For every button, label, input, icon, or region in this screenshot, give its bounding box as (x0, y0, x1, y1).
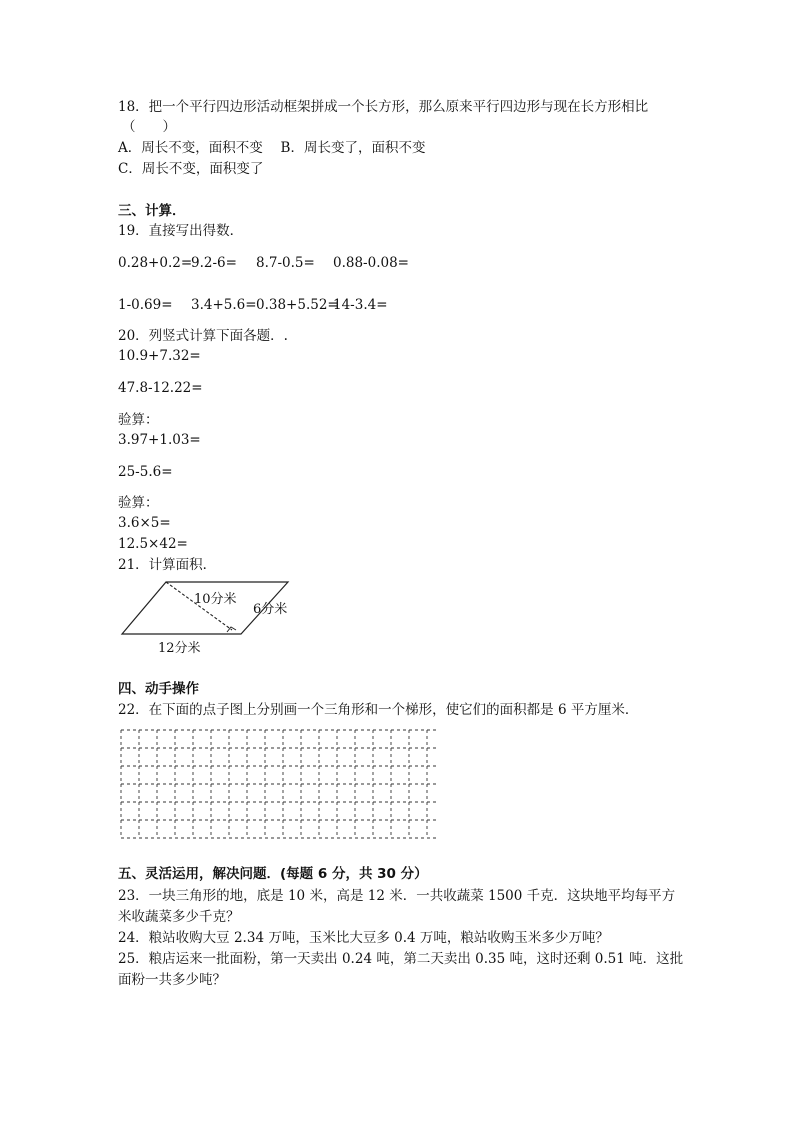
q23-line-1: 23．一块三角形的地，底是 10 米，高是 12 米．一共收蔬菜 1500 千克．这块地平均每平方 (118, 888, 676, 904)
q20-expression: 10.9+7.32= (118, 348, 201, 364)
q19-expr: 14-3.4= (333, 297, 388, 313)
height-label: 10分米 (194, 592, 237, 607)
q19-expr: 9.2-6= (191, 255, 237, 271)
q20-expression: 25-5.6= (118, 464, 173, 480)
section-3-title: 三、计算． (118, 203, 186, 219)
q20-expression: 47.8-12.22= (118, 380, 203, 396)
q18-option-c: C．周长不变，面积变了 (118, 161, 264, 177)
q20-check-label: 验算： (118, 495, 159, 511)
q25-line-1: 25．粮店运来一批面粉，第一天卖出 0.24 吨，第二天卖出 0.35 吨，这时还剩 0.51 吨．这批 (118, 951, 684, 967)
q25-line-2: 面粉一共多少吨？ (118, 972, 226, 988)
base-label: 12分米 (158, 641, 201, 656)
q20-expression: 12.5×42= (118, 536, 188, 552)
q19-expr: 0.28+0.2= (118, 255, 193, 271)
q19-expr: 8.7-0.5= (256, 255, 315, 271)
q21-stem: 21．计算面积． (118, 557, 217, 573)
q20-stem: 20．列竖式计算下面各题．. (118, 328, 288, 344)
q19-expr: 0.88-0.08= (333, 255, 409, 271)
q20-check-label: 验算： (118, 412, 159, 428)
q19-row-1 (118, 254, 518, 272)
q19-expr: 1-0.69= (118, 297, 173, 313)
side-label: 6分米 (253, 602, 288, 617)
section-4-title: 四、动手操作 (118, 681, 199, 697)
q23-line-2: 米收蔬菜多少千克？ (118, 909, 240, 925)
dot-grid[interactable] (118, 726, 438, 840)
q18-answer-blank: （ ） (122, 119, 176, 135)
q19-stem: 19．直接写出得数． (118, 223, 244, 239)
q18-stem: 18．把一个平行四边形活动框架拼成一个长方形，那么原来平行四边形与现在长方形相比 (118, 99, 649, 115)
q18-options-ab: A．周长不变，面积不变 B．周长变了，面积不变 (118, 140, 426, 156)
parallelogram-figure (118, 578, 298, 658)
q22-stem: 22．在下面的点子图上分别画一个三角形和一个梯形，使它们的面积都是 6 平方厘米． (118, 702, 639, 718)
q19-expr: 3.4+5.6= (191, 297, 257, 313)
section-5-title: 五、灵活运用，解决问题．(每题 6 分，共 30 分） (118, 866, 428, 882)
q20-expression: 3.97+1.03= (118, 432, 201, 448)
q24-line-1: 24．粮站收购大豆 2.34 万吨，玉米比大豆多 0.4 万吨，粮站收购玉米多少万吨？ (118, 930, 609, 946)
q19-row-2 (118, 296, 518, 314)
q19-expr: 0.38+5.52= (256, 297, 339, 313)
q20-expression: 3.6×5= (118, 515, 171, 531)
